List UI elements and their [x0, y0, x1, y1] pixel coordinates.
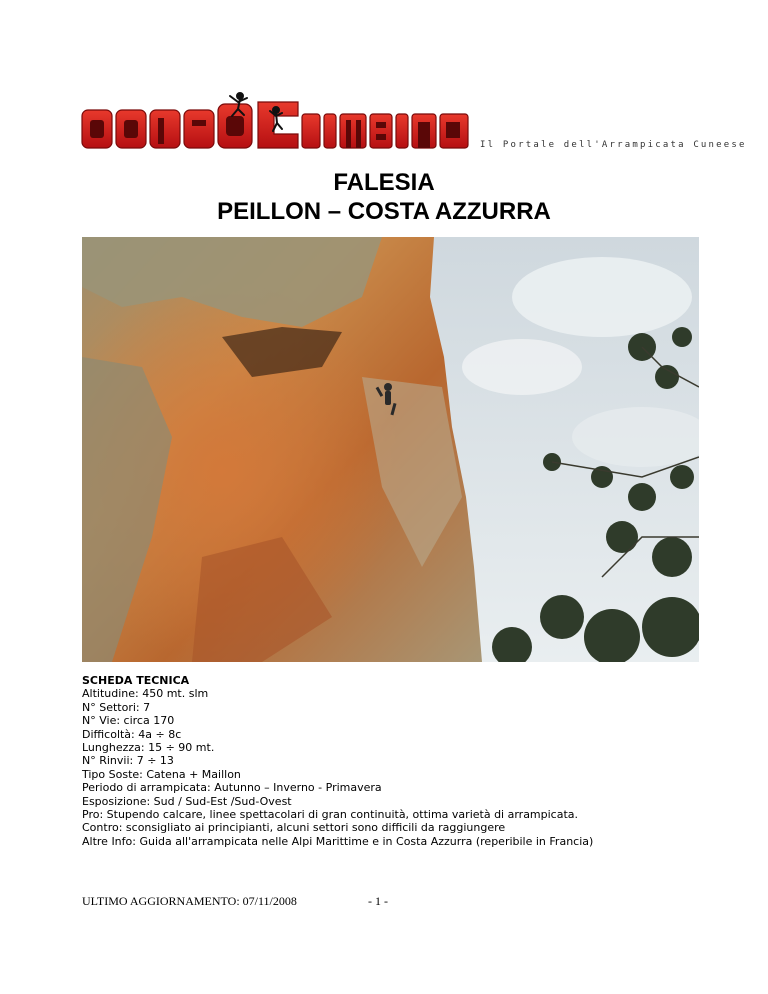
- spec-line: Contro: sconsigliato ai principianti, alcuni settori sono difficili da raggiungere: [82, 821, 506, 835]
- page-number: - 1 -: [368, 894, 388, 908]
- page-title: FALESIA: [333, 169, 435, 196]
- page-subtitle: PEILLON – COSTA AZZURRA: [217, 198, 551, 225]
- spec-line: N° Vie: circa 170: [82, 714, 175, 728]
- spec-line: N° Rinvii: 7 ÷ 13: [82, 754, 174, 768]
- site-header: [80, 88, 747, 154]
- spec-line: Altre Info: Guida all'arrampicata nelle Alpi Marittime e in Costa Azzurra (reperibile in Francia): [82, 834, 594, 848]
- spec-line: N° Settori: 7: [82, 700, 151, 714]
- spec-line: Pro: Stupendo calcare, linee spettacolari di gran continuità, ottima varietà di arrampicata.: [82, 808, 579, 822]
- cliff-photo: [82, 237, 699, 662]
- spec-line: Altitudine: 450 mt. slm: [82, 687, 209, 701]
- logo-tagline: Il Portale dell'Arrampicata Cuneese: [480, 140, 747, 150]
- last-updated: ULTIMO AGGIORNAMENTO: 07/11/2008: [82, 894, 297, 908]
- cliff-with-climber-image: [82, 237, 699, 662]
- spec-line: Lunghezza: 15 ÷ 90 mt.: [82, 741, 215, 755]
- technical-sheet: [82, 674, 722, 848]
- cuneoclimbing-logo: [80, 88, 480, 154]
- spec-line: Periodo di arrampicata: Autunno – Inverno - Primavera: [82, 781, 382, 795]
- spec-line: Tipo Soste: Catena + Maillon: [82, 767, 241, 781]
- technical-sheet-heading: SCHEDA TECNICA: [82, 674, 190, 687]
- spec-line: Esposizione: Sud / Sud-Est /Sud-Ovest: [82, 794, 292, 808]
- spec-line: Difficoltà: 4a ÷ 8c: [82, 727, 182, 741]
